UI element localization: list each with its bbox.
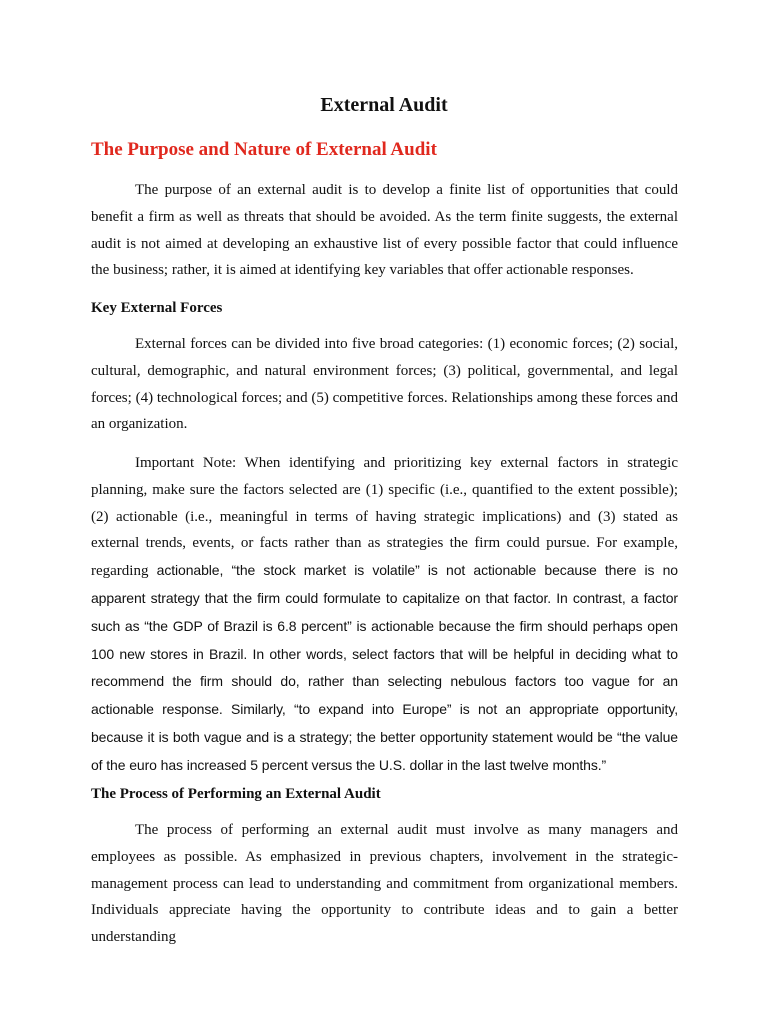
- document-title: External Audit: [320, 94, 448, 116]
- heading-process: The Process of Performing an External Audit: [91, 786, 381, 802]
- heading-key-external-forces: Key External Forces: [91, 300, 223, 316]
- section-title: The Purpose and Nature of External Audit: [91, 139, 437, 160]
- paragraph-purpose: The purpose of an external audit is to develop a finite list of opportunities that could benefit a firm as well as threats that should be avoided. As the term finite suggests, the external audit is not aimed at developing an exhaustive list of every possible factor that could influence the business; rather, it is aimed at identifying key variables that offer actionable responses.: [91, 182, 678, 279]
- paragraph-external-forces: External forces can be divided into five broad categories: (1) economic forces; (2) social, cultural, demographic, and natural environment forces; (3) political, governmental, and legal forces; (4) technological forces; and (5) competitive forces. Relationships among these forces and an organization.: [91, 336, 678, 433]
- paragraph-important-note: [91, 450, 678, 780]
- important-note-text: Important Note: When identifying and prioritizing key external factors in strategic planning, make sure the factors selected are (1) specific (i.e., quantified to the extent possible); (2) actionable (i.e., meaningful in terms of having strategic implications) and (3) stated as external trends, events, or facts rather than as strategies the firm could pursue. For example, regarding: [91, 455, 678, 580]
- paragraph-process: The process of performing an external audit must involve as many managers and employees as possible. As emphasized in previous chapters, involvement in the strategic-management process can lead to understanding and commitment from organizational members. Individuals appreciate having the opportunity to contribute ideas and to gain a better understanding: [91, 822, 678, 946]
- important-note-examples: actionable, “the stock market is volatile” is not actionable because there is no apparent strategy that the firm could formulate to capitalize on that factor. In contrast, a factor such as “the GDP of Brazil is 6.8 percent” is actionable because the firm should perhaps open 100 new stores in Brazil. In other words, select factors that will be helpful in deciding what to recommend the firm should do, rather than selecting nebulous factors too vague for an actionable response. Similarly, “to expand into Europe” is not an appropriate opportunity, because it is both vague and is a strategy; the better opportunity statement would be “the value of the euro has increased 5 percent versus the U.S. dollar in the last twelve months.”: [91, 562, 678, 773]
